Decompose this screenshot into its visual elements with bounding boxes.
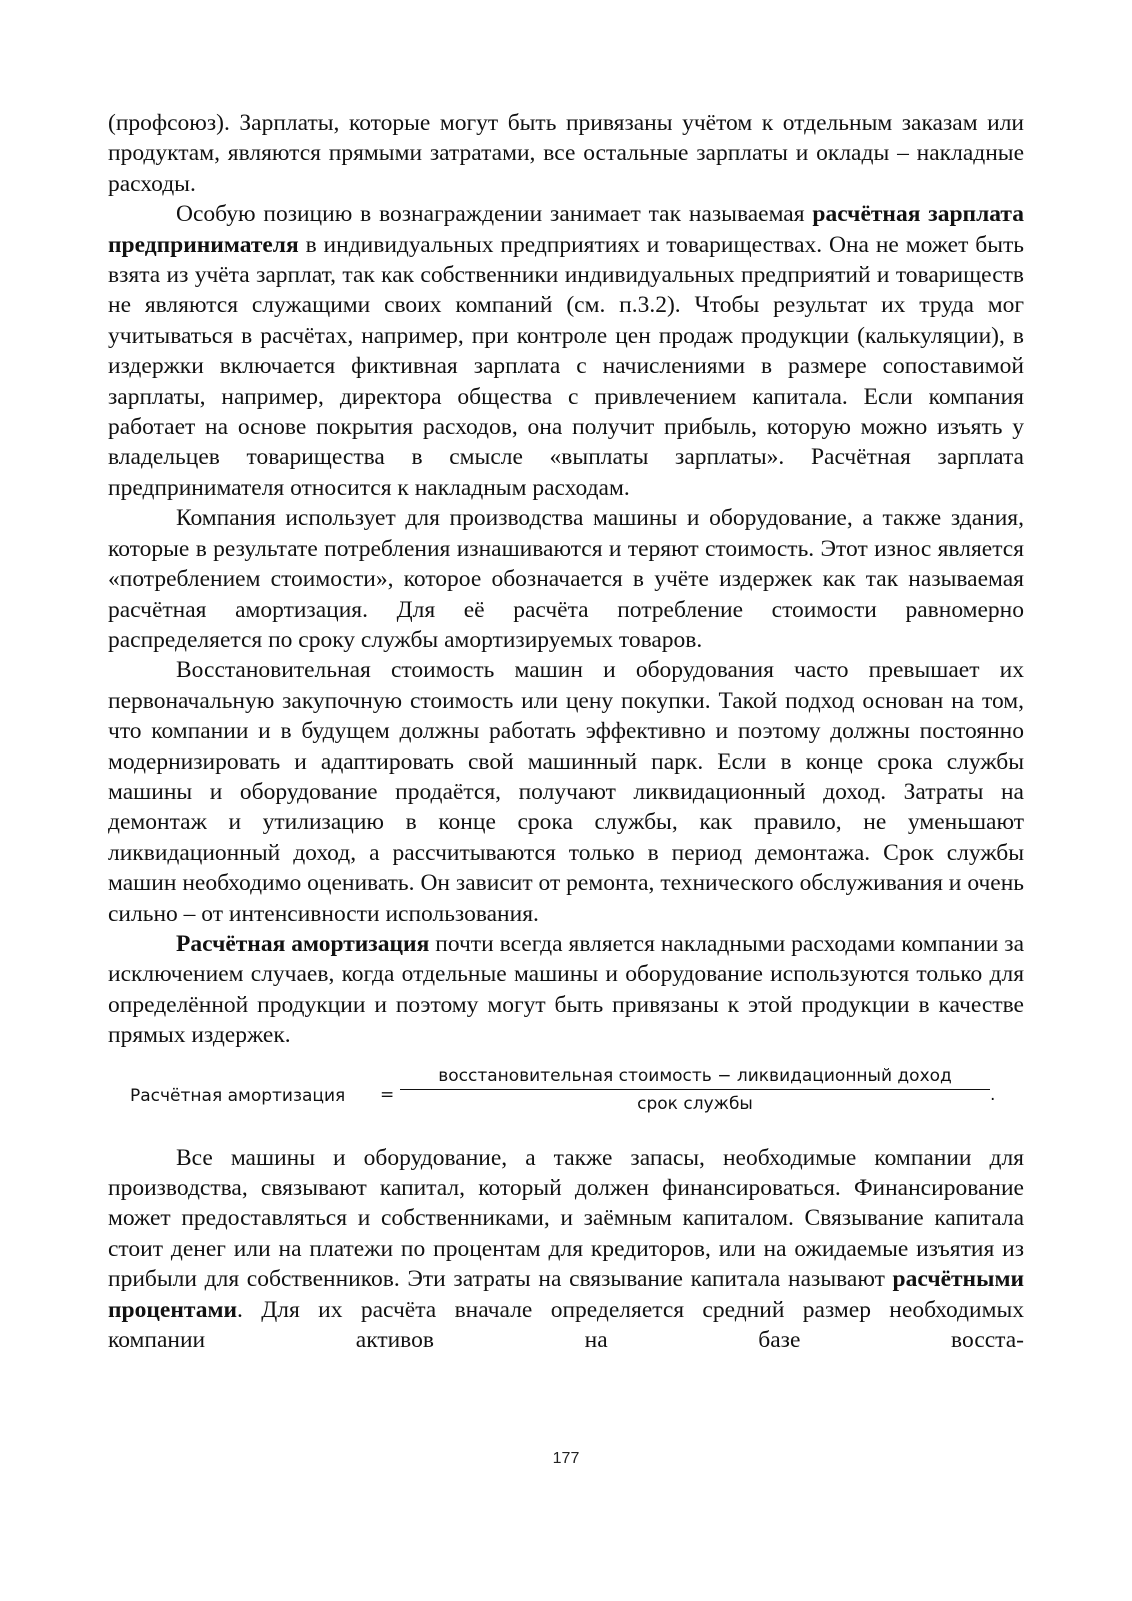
bold-term: расчётными процентами — [108, 1266, 1024, 1323]
text-run: Все машины и оборудование, а также запасы, необходимые компании для производства, связывают капитал, который должен финансироваться. Финансирование может предоставляться и собственниками, и заёмным капиталом. Связывание капитала стоит денег или на платежи по процентам для кредиторов, или на ожидаемые изъятия из прибыли для собственников. Эти затраты на связывание капитала называют — [108, 1144, 1024, 1293]
formula-trailing-period: . — [990, 1084, 996, 1105]
bold-term: Расчётная амортизация — [176, 930, 430, 957]
text-run: Компания использует для производства машины и оборудование, а также здания, которые в результате потребления изнашиваются и теряют стоимость. Этот износ является «потреблением стоимости», которое обозначается в учёте издержек как так называемая расчётная амортизация. Для её расчёта потребление стоимости равномерно распределяется по сроку службы амортизируемых товаров. — [108, 505, 1024, 653]
depreciation-formula — [108, 1063, 1024, 1123]
page-number: 177 — [552, 1450, 580, 1467]
paragraph — [108, 1143, 1024, 1356]
paragraph — [108, 199, 1024, 503]
text-run: Особую позицию в вознаграждении занимает так называемая — [176, 201, 813, 228]
formula-denominator: срок службы — [637, 1094, 753, 1115]
text-run: Восстановительная стоимость машин и оборудования часто превышает их первоначальную закупочную стоимость или цену покупки. Такой подход основан на том, что компании и в будущем должны работать эффективно и поэтому должны постоянно модернизировать и адаптировать свой машинный парк. Если в конце срока службы машины и оборудование продаётся, получают ликвидационный доход. Затраты на демонтаж и утилизацию в конце срока службы, как правило, не уменьшают ликвидационный доход, а рассчитываются только в период демонтажа. Срок службы машин необходимо оценивать. Он зависит от ремонта, технического обслуживания и очень сильно – от интенсивности использования. — [108, 657, 1024, 927]
bold-term: расчётная зарплата предпринимателя — [108, 201, 1024, 258]
body-text — [108, 108, 1024, 1355]
text-run: (профсоюз). Зарплаты, которые могут быть привязаны учётом к отдельным заказам или продуктам, являются прямыми затратами, все остальные зарплаты и оклады – накладные расходы. — [108, 110, 1024, 197]
formula-fraction — [400, 1063, 990, 1119]
paragraphs-after-formula — [108, 1143, 1024, 1356]
text-run: почти всегда является накладными расходами компании за исключением случаев, когда отдельные машины и оборудование используются только для определённой продукции и поэтому могут быть привязаны к этой продукции в качестве прямых издержек. — [108, 930, 1024, 1049]
formula-lhs: Расчётная амортизация — [130, 1085, 346, 1106]
text-run: в индивидуальных предприятиях и товариществах. Она не может быть взята из учёта зарплат, так как собственники индивидуальных предприятий и товариществ не являются служащими своих компаний (см. п.3.2). Чтобы результат их труда мог учитываться в расчётах, например, при контроле цен продаж продукции (калькуляции), в издержки включается фиктивная зарплата с начислениями в размере сопоставимой зарплаты, например, директора общества с привлечением капитала. Если компания работает на основе покрытия расходов, она получит прибыль, которую можно изъять у владельцев товарищества в смысле «выплаты зарплаты». Расчётная зарплата предпринимателя относится к накладным расходам. — [108, 231, 1024, 501]
paragraph — [108, 108, 1024, 199]
paragraph — [108, 503, 1024, 655]
text-run: . Для их расчёта вначале определяется средний размер необходимых компании активов на базе восста- — [108, 1296, 1024, 1354]
formula-numerator: восстановительная стоимость − ликвидационный доход — [438, 1065, 952, 1086]
formula-equals-sign: = — [380, 1084, 395, 1105]
paragraph — [108, 655, 1024, 929]
paragraphs-before-formula — [108, 108, 1024, 1051]
paragraph — [108, 929, 1024, 1051]
